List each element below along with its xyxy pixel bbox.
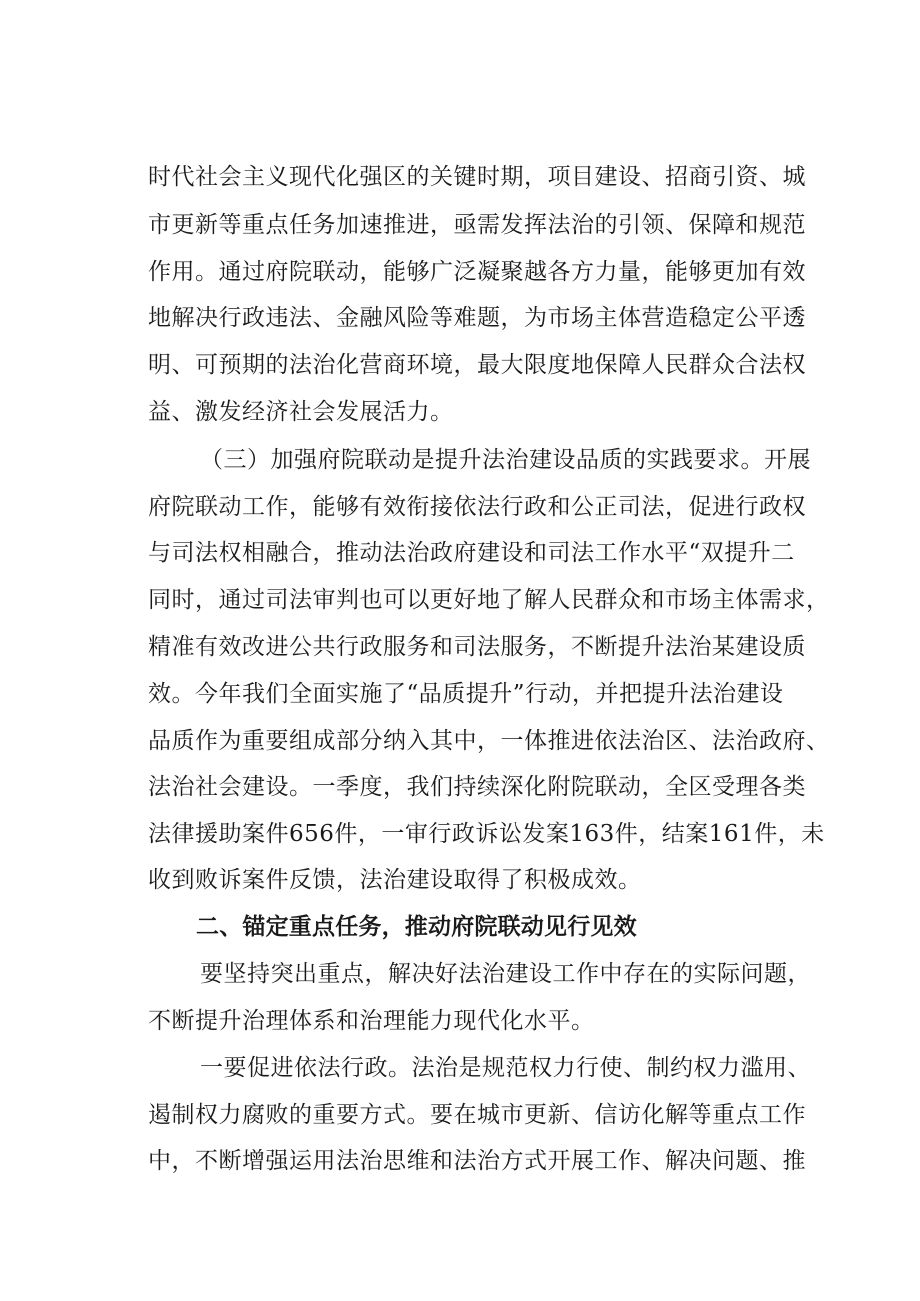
body-text-line: 府院联动工作，能够有效衔接依法行政和公正司法，促进行政权 bbox=[148, 494, 806, 520]
body-text-line: 法律援助案件656件，一审行政诉讼发案163件，结案161件，未 bbox=[148, 821, 825, 847]
body-text-line: 同时，通过司法审判也可以更好地了解人民群众和市场主体需求， bbox=[148, 587, 830, 613]
body-text-line: 时代社会主义现代化强区的关键时期，项目建设、招商引资、城 bbox=[148, 164, 806, 190]
paragraph-start-line: （三）加强府院联动是提升法治建设品质的实践要求。开展 bbox=[200, 447, 811, 473]
paragraph-start-line: 一要促进依法行政。法治是规范权力行使、制约权力滥用、 bbox=[200, 1055, 811, 1081]
body-text-line: 品质作为重要组成部分纳入其中，一体推进依法治区、法治政府、 bbox=[148, 728, 830, 754]
body-text-line: 不断提升治理体系和治理能力现代化水平。 bbox=[148, 1008, 595, 1034]
paragraph-start-line: 要坚持突出重点，解决好法治建设工作中存在的实际问题， bbox=[200, 961, 811, 987]
body-text-line: 与司法权相融合，推动法治政府建设和司法工作水平“双提升二 bbox=[148, 540, 795, 566]
body-text-line: 遏制权力腐败的重要方式。要在城市更新、信访化解等重点工作 bbox=[148, 1102, 806, 1128]
body-text-line: 明、可预期的法治化营商环境，最大限度地保障人民群众合法权 bbox=[148, 352, 806, 378]
body-text-line: 中，不断增强运用法治思维和法治方式开展工作、解决问题、推 bbox=[148, 1148, 806, 1174]
body-text-line: 精准有效改进公共行政服务和司法服务，不断提升法治某建设质 bbox=[148, 634, 806, 660]
body-text-line: 效。今年我们全面实施了“品质提升”行动，并把提升法治建设 bbox=[148, 681, 784, 707]
body-text-line: 作用。通过府院联动，能够广泛凝聚越各方力量，能够更加有效 bbox=[148, 259, 806, 285]
section-heading: 二、锚定重点任务，推动府院联动见行见效 bbox=[196, 914, 637, 940]
body-text-line: 地解决行政违法、金融风险等难题，为市场主体营造稳定公平透 bbox=[148, 305, 806, 331]
body-text-line: 市更新等重点任务加速推进，亟需发挥法治的引领、保障和规范 bbox=[148, 212, 806, 238]
body-text-line: 益、激发经济社会发展活力。 bbox=[148, 399, 454, 425]
body-text-line: 收到败诉案件反馈，法治建设取得了积极成效。 bbox=[148, 867, 642, 893]
body-text-line: 法治社会建设。一季度，我们持续深化附院联动，全区受理各类 bbox=[148, 774, 806, 800]
